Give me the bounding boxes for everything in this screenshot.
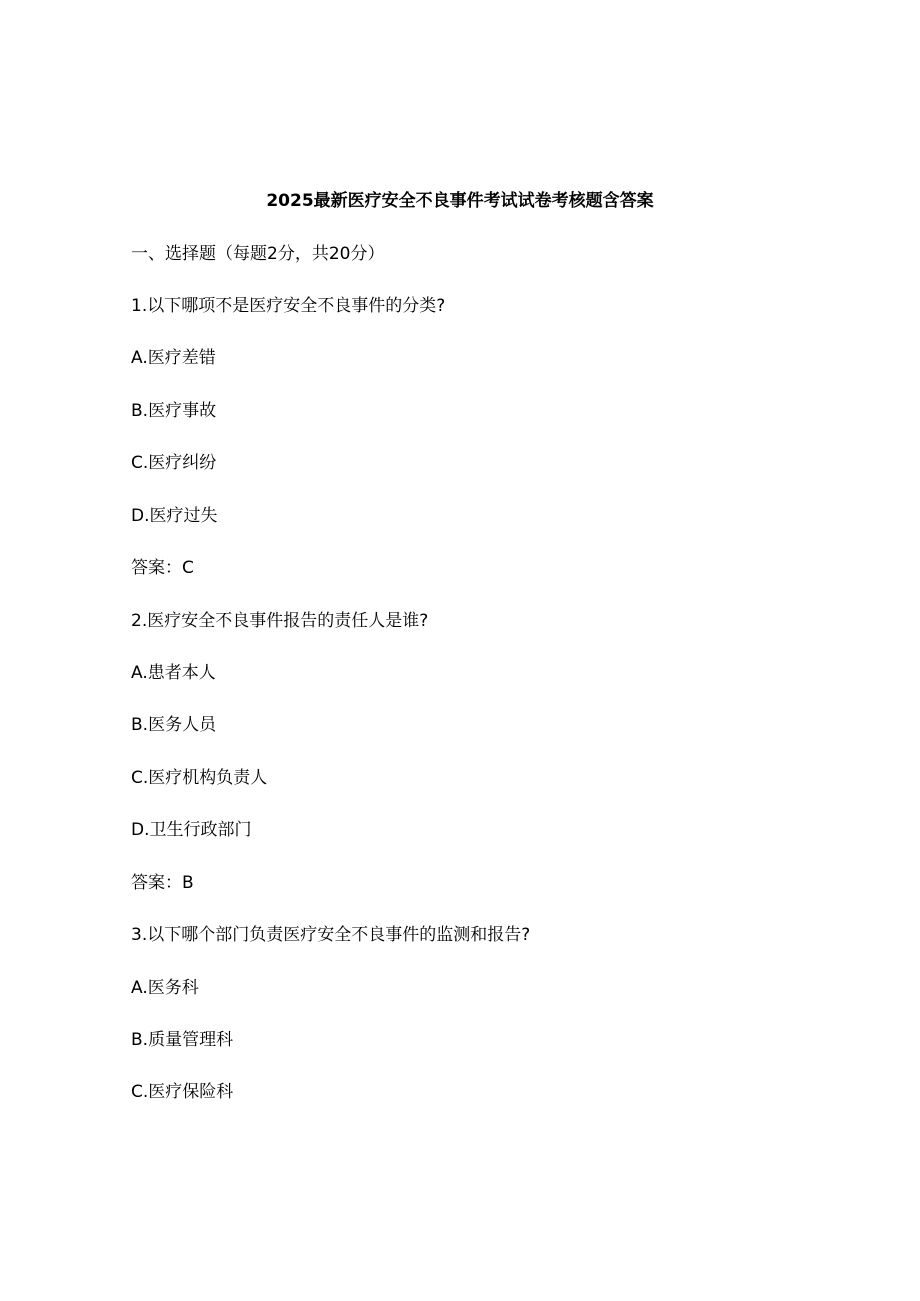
- question-1-option-c: C.医疗纠纷: [131, 453, 217, 473]
- question-2-option-b: B.医务人员: [131, 715, 217, 735]
- question-1-option-a: A.医疗差错: [131, 348, 216, 368]
- question-1-answer: 答案：C: [131, 558, 194, 578]
- question-2-option-d: D.卫生行政部门: [131, 820, 252, 840]
- question-1-stem: 1.以下哪项不是医疗安全不良事件的分类?: [131, 296, 446, 316]
- question-1-option-d: D.医疗过失: [131, 506, 218, 526]
- question-3-stem: 3.以下哪个部门负责医疗安全不良事件的监测和报告?: [131, 925, 531, 945]
- section-heading: 一、选择题（每题2分，共20分）: [131, 244, 385, 264]
- question-2-stem: 2.医疗安全不良事件报告的责任人是谁?: [131, 611, 429, 631]
- question-3-option-c: C.医疗保险科: [131, 1082, 234, 1102]
- question-2-answer: 答案：B: [131, 873, 194, 893]
- question-2-option-a: A.患者本人: [131, 663, 216, 683]
- question-2-option-c: C.医疗机构负责人: [131, 768, 268, 788]
- question-1-option-b: B.医疗事故: [131, 401, 217, 421]
- question-3-option-a: A.医务科: [131, 978, 199, 998]
- question-3-option-b: B.质量管理科: [131, 1030, 234, 1050]
- document-title: 2025最新医疗安全不良事件考试试卷考核题含答案: [266, 191, 654, 211]
